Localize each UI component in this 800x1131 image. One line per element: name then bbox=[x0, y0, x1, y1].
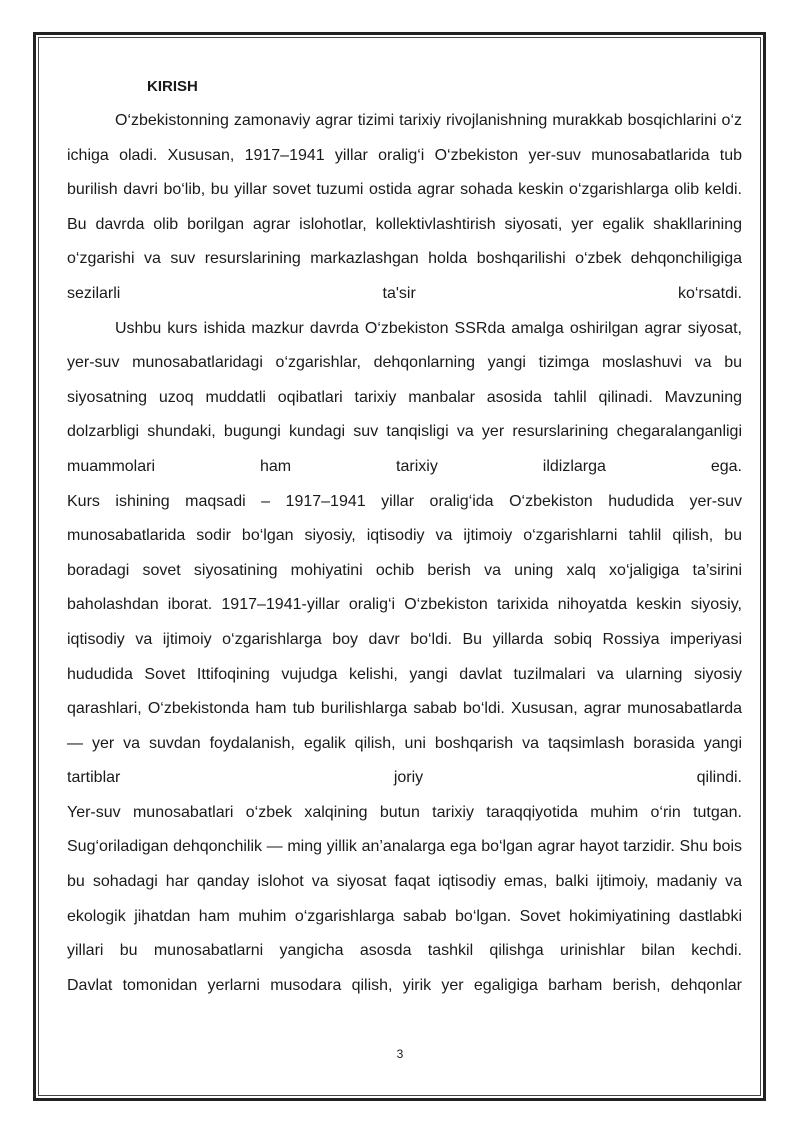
paragraph-intro: O‘zbekistonning zamonaviy agrar tizimi tarixiy rivojlanishning murakkab bosqichlarini o‘z ichiga oladi. Xususan, 1917–1941 yillar oralig‘i O‘zbekiston yer-suv munosabatlarida tub burilish davri bo‘lib, bu yillar sovet tuzumi ostida agrar sohada keskin o‘zgarishlarga olib keldi. Bu davrda olib borilgan agrar islohotlar, kollektivlashtirish siyosati, yer egalik shakllarining o‘zgarishi va suv resurslarining markazlashgan holda boshqarilishi o‘zbek dehqonchiligiga sezilarli ta'sir ko‘rsatdi. bbox=[67, 112, 742, 302]
paragraph-land-water: Yer-suv munosabatlari o‘zbek xalqining butun tarixiy taraqqiyotida muhim o‘rin tutgan. Sug‘oriladigan dehqonchilik — ming yillik an’analarga ega bo‘lgan agrar hayot tarzidir. Shu bois bu sohadagi har qanday islohot va siyosat faqat iqtisodiy emas, balki ijtimoiy, madaniy va ekologik jihatdan ham muhim o‘zgarishlarga sabab bo‘lgan. Sovet hokimiyatining dastlabki yillari bu munosabatlarni yangicha asosda tashkil qilishga urinishlar bilan kechdi. bbox=[67, 803, 742, 960]
page-number: 3 bbox=[396, 1047, 404, 1061]
document-body bbox=[67, 70, 742, 1003]
paragraph-state: Davlat tomonidan yerlarni musodara qilish, yirik yer egaligiga barham berish, dehqonlar bbox=[67, 976, 742, 994]
section-heading: KIRISH bbox=[147, 78, 198, 95]
paragraph-goal: Kurs ishining maqsadi – 1917–1941 yillar oralig‘ida O‘zbekiston hududida yer-suv munosabatlarida sodir bo‘lgan siyosiy, iqtisodiy va ijtimoiy o‘zgarishlarni tahlil qilish, bu boradagi sovet siyosatining mohiyatini ochib berish va uning xalq xo‘jaligiga ta’sirini baholashdan iborat. 1917–1941-yillar oralig‘i O‘zbekiston tarixida nihoyatda keskin siyosiy, iqtisodiy va ijtimoiy o‘zgarishlarga boy davr bo‘ldi. Bu yillarda sobiq Rossiya imperiyasi hududida Sovet Ittifoqining vujudga kelishi, yangi davlat tuzilmalari va ularning siyosiy qarashlari, O‘zbekistonda ham tub burilishlarga sabab bo‘ldi. Xususan, agrar munosabatlarda — yer va suvdan foydalanish, egalik qilish, uni boshqarish va taqsimlash borasida yangi tartiblar joriy qilindi. bbox=[67, 492, 742, 787]
paragraph-course-work: Ushbu kurs ishida mazkur davrda O‘zbekiston SSRda amalga oshirilgan agrar siyosat, yer-suv munosabatlaridagi o‘zgarishlar, dehqonlarning yangi tizimga moslashuvi va bu siyosatning uzoq muddatli oqibatlari tarixiy manbalar asosida tahlil qilinadi. Mavzuning dolzarbligi shundaki, bugungi kundagi suv tanqisligi va yer resurslarining chegaralanganligi muammolari ham tarixiy ildizlarga ega. bbox=[67, 319, 742, 475]
